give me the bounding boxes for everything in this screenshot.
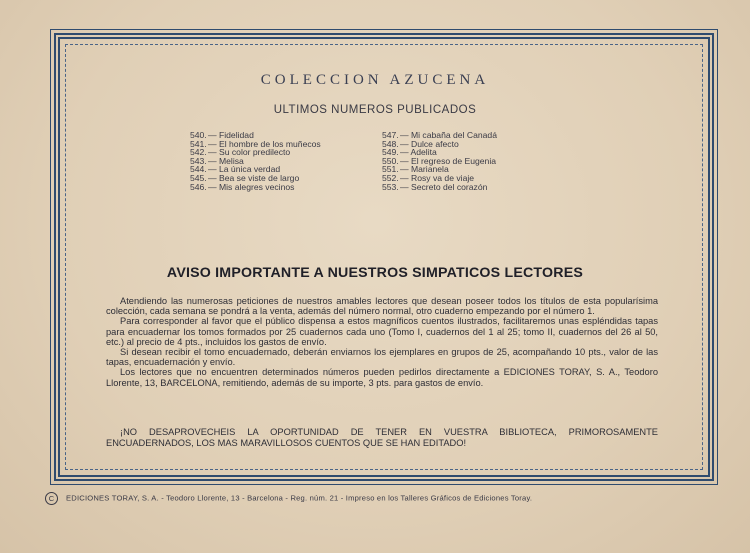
notice-heading: AVISO IMPORTANTE A NUESTROS SIMPATICOS LECTORES: [166, 265, 584, 281]
list-item: 551.— Marianela: [382, 164, 449, 175]
copyright-icon: C: [45, 492, 58, 505]
closing-text: ¡NO DESAPROVECHEIS LA OPORTUNIDAD DE TENER EN VUESTRA BIBLIOTECA, PRIMOROSAMENTE ENCUADERNADOS, LOS MAS MARAVILLOSOS CUENTOS QUE SE HAN EDITADO!: [106, 427, 658, 448]
decorative-border: [54, 33, 714, 481]
notice-paragraph: Atendiendo las numerosas peticiones de nuestros amables lectores que desean poseer todos los títulos de esta popularísima colección, cada semana se pondrá a la venta, además del número normal, otro cuaderno empezando por el número 1.: [106, 296, 658, 317]
list-item: 545.— Bea se viste de largo: [190, 172, 300, 183]
titles-list-right: [382, 131, 497, 191]
publisher-footer: [45, 492, 725, 505]
collection-title: COLECCION AZUCENA: [260, 72, 490, 88]
notice-paragraph: Los lectores que no encuentren determinados números pueden pedirlos directamente a EDICIONES TORAY, S. A., Teodoro Llorente, 13, BARCELONA, remitiendo, además de su importe, 3 pts. para gastos de envío.: [106, 367, 658, 388]
list-item: 547.— Mi cabaña del Canadá: [382, 130, 497, 140]
list-item: 549.— Adelita: [382, 147, 437, 158]
footer-text: EDICIONES TORAY, S. A. - Teodoro Llorente, 13 - Barcelona - Reg. núm. 21 - Impreso en los Talleres Gráficos de Ediciones Toray.: [66, 493, 533, 503]
collection-subtitle: ULTIMOS NUMEROS PUBLICADOS: [273, 104, 477, 116]
notice-paragraph: Si desean recibir el tomo encuadernado, deberán enviarnos los ejemplares en grupos de 25, acompañando 10 pts., valor de las tapas, encuadernación y envío.: [106, 347, 658, 368]
list-item: 544.— La única verdad: [190, 164, 281, 175]
list-item: 548.— Dulce afecto: [382, 138, 459, 149]
titles-list-left: [190, 131, 321, 191]
notice-closing: [106, 427, 658, 449]
list-item: 553.— Secreto del corazón: [382, 181, 488, 192]
notice-paragraph: Para corresponder al favor que el público dispensa a estos magníficos cuentos ilustrados, facilitaremos unas espléndidas tapas para encuadernar los tomos formados por 25 cuadernos cada uno (Tomo I, cuadernos del 1 al 25; tomo II, cuadernos del 26 al 50, etc.) al precio de 4 pts., incluidos los gastos de envío.: [106, 316, 658, 347]
list-item: 540.— Fidelidad: [190, 130, 254, 140]
list-item: 543.— Melisa: [190, 155, 244, 166]
list-item: 542.— Su color predilecto: [190, 147, 291, 158]
notice-body: [106, 296, 658, 388]
list-item: 550.— El regreso de Eugenia: [382, 155, 497, 166]
list-item: 541.— El hombre de los muñecos: [190, 138, 321, 149]
list-item: 552.— Rosy va de viaje: [382, 172, 475, 183]
list-item: 546.— Mis alegres vecinos: [190, 181, 295, 192]
